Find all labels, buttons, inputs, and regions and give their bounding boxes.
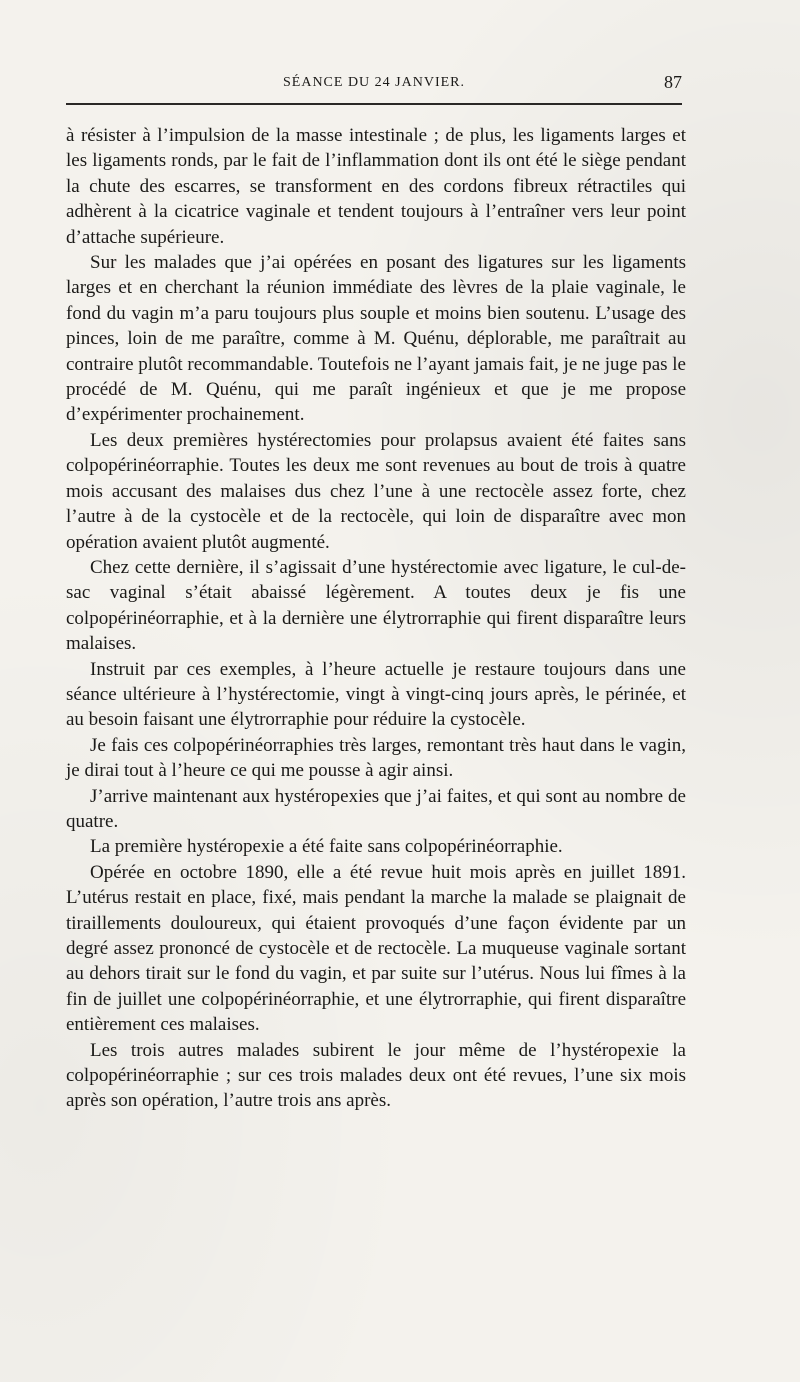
paragraph: Sur les malades que j’ai opérées en posant des ligatures sur les ligaments larges et en cherchant la réunion immédiate des lèvres de la plaie vaginale, le fond du vagin m’a paru toujours plus souple et moins bien soutenu. L’usage des pinces, loin de me paraître, comme à M. Quénu, déplorable, me paraîtrait au contraire plutôt recommandable. Toutefois ne l’ayant jamais fait, je ne juge pas le procédé de M. Quénu, qui me paraît ingénieux et que je me propose d’expérimenter prochainement.: [66, 252, 686, 426]
running-title: SÉANCE DU 24 JANVIER.: [283, 75, 465, 90]
paragraph: à résister à l’impulsion de la masse intestinale ; de plus, les ligaments larges et les ligaments ronds, par le fait de l’inflammation dont ils ont été le siège pendant la chute des escarres, se transforment en des cordons fibreux rétractiles qui adhèrent à la cicatrice vaginale et tendent toujours à l’entraîner vers leur point d’attache supérieure.: [66, 125, 686, 248]
body-text: [66, 123, 686, 1114]
paragraph: Les trois autres malades subirent le jour même de l’hystéropexie la colpopérinéorraphie ; sur ces trois malades deux ont été revues, l’une six mois après son opération, l’autre trois ans après.: [66, 1039, 686, 1112]
paragraph: Chez cette dernière, il s’agissait d’une hystérectomie avec ligature, le cul-de-sac vaginal s’était abaissé légèrement. A toutes deux je fis une colpopérinéorraphie, et à la dernière une élytrorraphie qui firent disparaître leurs malaises.: [66, 556, 686, 655]
running-head: [66, 72, 682, 98]
paragraph: Opérée en octobre 1890, elle a été revue huit mois après en juillet 1891. L’utérus restait en place, fixé, mais pendant la marche la malade se plaignait de tiraillements douloureux, qui étaient provoqués d’une façon évidente par un degré assez prononcé de cystocèle et de rectocèle. La muqueuse vaginale sortant au dehors tirait sur le fond du vagin, et par suite sur l’utérus. Nous lui fîmes à la fin de juillet une colpopérinéorraphie, et une élytrorraphie, qui firent disparaître entièrement ces malaises.: [66, 861, 686, 1036]
paragraph: Les deux premières hystérectomies pour prolapsus avaient été faites sans colpopérinéorraphie. Toutes les deux me sont revenues au bout de trois à quatre mois accusant des malaises dus chez l’une à une rectocèle assez forte, chez l’autre à de la cystocèle et de la rectocèle, qui loin de disparaître avec mon opération avaient plutôt augmenté.: [66, 429, 686, 553]
paragraph: Instruit par ces exemples, à l’heure actuelle je restaure toujours dans une séance ultérieure à l’hystérectomie, vingt à vingt-cinq jours après, le périnée, et au besoin faisant une élytrorraphie pour réduire la cystocèle.: [66, 658, 686, 731]
paragraph: J’arrive maintenant aux hystéropexies que j’ai faites, et qui sont au nombre de quatre.: [66, 785, 686, 832]
header-rule: [66, 103, 682, 105]
paragraph: Je fais ces colpopérinéorraphies très larges, remontant très haut dans le vagin, je dirai tout à l’heure ce qui me pousse à agir ainsi.: [66, 734, 686, 782]
paragraph: La première hystéropexie a été faite sans colpopérinéorraphie.: [90, 836, 563, 858]
page-number: 87: [664, 72, 682, 92]
